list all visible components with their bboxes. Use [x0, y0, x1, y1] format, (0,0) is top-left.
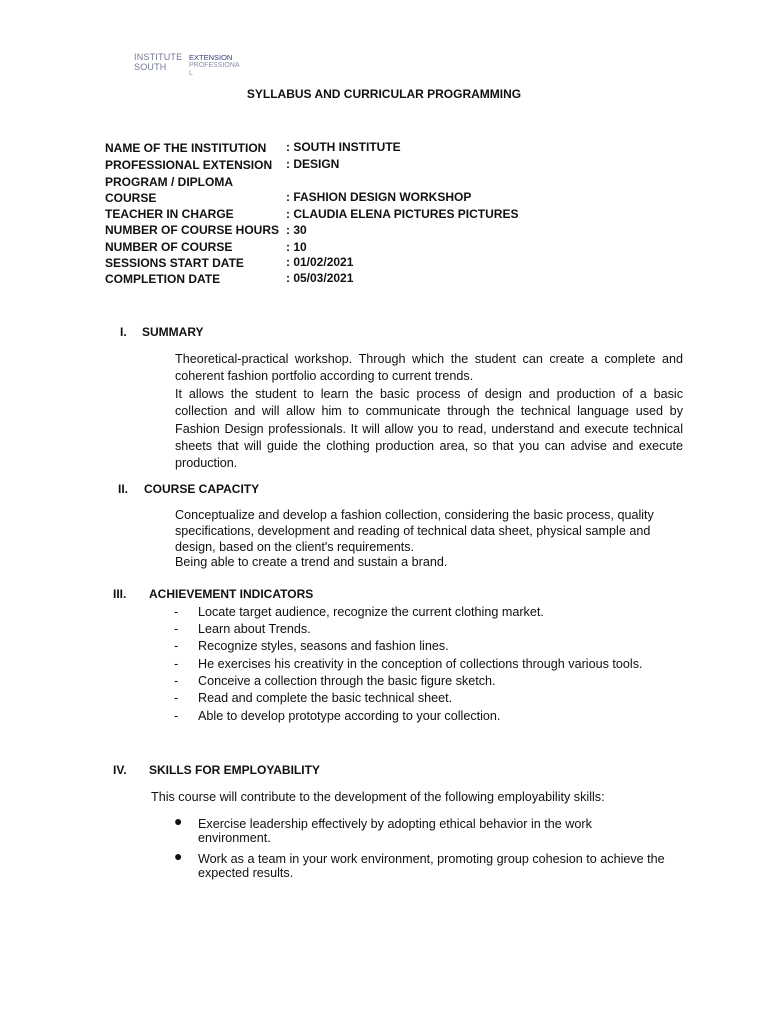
institute-logo-text: [134, 52, 182, 72]
summary-paragraph-1: Theoretical-practical workshop. Through which the student can create a complete and coherent fashion portfolio according to current trends.: [175, 352, 683, 384]
info-label: SESSIONS START DATE: [105, 256, 244, 270]
capacity-paragraph-2: Being able to create a trend and sustain a brand.: [175, 555, 448, 569]
section-title: COURSE CAPACITY: [144, 482, 260, 496]
summary-paragraph-2: It allows the student to learn the basic process of design and production of a basic collection and will allow him to communicate through the technical language used by Fashion Design professionals. It will allow you to read, understand and execute technical sheets that will guide the clothing production area, so that you can advise and execute production.: [175, 387, 683, 471]
info-value: : FASHION DESIGN WORKSHOP: [286, 190, 472, 204]
list-item-text: Conceive a collection through the basic figure sketch.: [198, 674, 496, 688]
bullet-icon: ●: [174, 813, 183, 829]
list-item-text: Able to develop prototype according to your collection.: [198, 709, 501, 723]
extension-logo-text: [189, 54, 243, 78]
list-item-text: Work as a team in your work environment, promoting group cohesion to achieve the expected results.: [198, 852, 665, 880]
section-number: III.: [113, 587, 127, 601]
info-label: NUMBER OF COURSE: [105, 240, 233, 254]
info-value: : DESIGN: [286, 157, 340, 171]
info-label: NAME OF THE INSTITUTION: [105, 141, 267, 155]
skills-intro: This course will contribute to the development of the following employability skills:: [151, 790, 605, 804]
info-label: PROGRAM / DIPLOMA: [105, 175, 233, 189]
capacity-paragraph-1: Conceptualize and develop a fashion collection, considering the basic process, quality specifications, development and reading of technical data sheet, physical sample and design, based on the client's requirements.: [175, 508, 654, 554]
list-item-text: He exercises his creativity in the conception of collections through various tools.: [198, 657, 643, 671]
info-label: COURSE: [105, 191, 157, 205]
info-label: TEACHER IN CHARGE: [105, 207, 234, 221]
info-value: : 05/03/2021: [286, 271, 354, 285]
section-number: IV.: [113, 763, 127, 777]
section-title: ACHIEVEMENT INDICATORS: [149, 587, 314, 601]
section-title: SUMMARY: [142, 325, 204, 339]
info-label: COMPLETION DATE: [105, 272, 221, 286]
info-value: : 10: [286, 240, 307, 254]
logo-line-extension: EXTENSION: [189, 53, 233, 62]
logo-line-institute: INSTITUTE: [134, 52, 183, 62]
list-item-text: Exercise leadership effectively by adopting ethical behavior in the work environment.: [198, 817, 592, 845]
info-label: PROFESSIONAL EXTENSION: [105, 158, 273, 172]
info-value: : CLAUDIA ELENA PICTURES PICTURES: [286, 207, 519, 221]
document-title: SYLLABUS AND CURRICULAR PROGRAMMING: [246, 87, 522, 101]
list-item-text: Locate target audience, recognize the current clothing market.: [198, 605, 544, 619]
list-item-text: Read and complete the basic technical sheet.: [198, 691, 453, 705]
list-item-text: Recognize styles, seasons and fashion lines.: [198, 639, 449, 653]
section-number: II.: [118, 482, 129, 496]
bullet-icon: ●: [174, 848, 183, 864]
info-value: : 30: [286, 223, 307, 237]
info-value: : 01/02/2021: [286, 255, 354, 269]
section-title: SKILLS FOR EMPLOYABILITY: [149, 763, 320, 777]
list-item-text: Learn about Trends.: [198, 622, 311, 636]
logo-line-south: SOUTH: [134, 62, 167, 72]
info-value: : SOUTH INSTITUTE: [286, 140, 401, 154]
section-number: I.: [120, 325, 127, 339]
info-label: NUMBER OF COURSE HOURS: [105, 223, 280, 237]
logo-line-professional: PROFESSIONAL: [189, 62, 240, 77]
